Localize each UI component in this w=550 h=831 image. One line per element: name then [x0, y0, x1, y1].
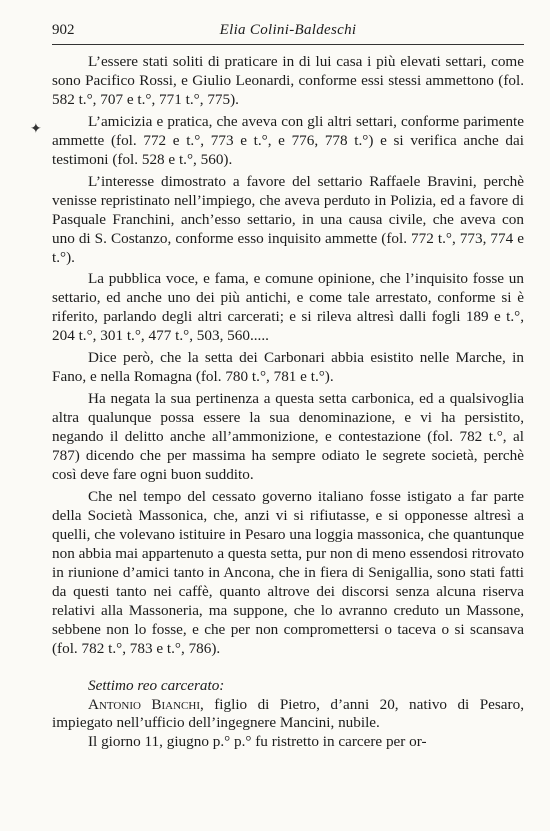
paragraph-continued: Il giorno 11, giugno p.° p.° fu ristretto in carcere per or- [88, 733, 427, 751]
defendant-name: Antonio Bianchi [88, 695, 200, 713]
section-heading: Settimo reo carcerato: [88, 676, 225, 694]
paragraph: Che nel tempo del cessato governo italiano fosse istigato a far parte della Società Massonica, che, anzi vi si rifiutasse, e si opponesse altresì a quelli, che volevano istituire in Pesaro una loggia massonica, che quantunque non abbia mai appartenuto a questa setta, pur non di meno essendosi ritrovato in riunione d’amici tanto in Ancona, che in fiera di Senigallia, sono stati fatti da questi tanto nei caffè, quanto altrove dei discorsi senza alcuna riserva relativi alla Massoneria, ma suppone, che lo avranno creduto un Massone, sebbene non lo fosse, e che per non compromettersi o taceva o si scansava (fol. 782 t.°, 783 e t.°, 786). [52, 487, 524, 657]
paragraph: L’essere stati soliti di praticare in di lui casa i più elevati settari, come sono Pacifico Rossi, e Giulio Leonardi, conforme essi stessi ammettono (fol. 582 t.°, 707 e t.°, 771 t.°, 775). [52, 53, 524, 108]
running-title: Elia Colini-Baldeschi [219, 22, 357, 38]
paragraph: Ha negata la sua pertinenza a questa setta carbonica, ed a qualsivoglia altra qualunque possa essere la sua denominazione, e vi ha persistito, negando il delitto anche all’ammonizione, e contestazione (fol. 782 t.°, al 787) dicendo che per massima ha sempre odiato le segrete società, perchè così deve fare ogni buon suddito. [52, 390, 524, 484]
header-rule [52, 44, 524, 45]
margin-annotation-mark: ✦ [30, 122, 42, 137]
paragraph: Dice però, che la setta dei Carbonari abbia esistito nelle Marche, in Fano, e nella Romagna (fol. 780 t.°, 781 e t.°). [52, 349, 524, 386]
page-header [52, 14, 524, 44]
paragraph: L’amicizia e pratica, che aveva con gli altri settari, conforme parimente ammette (fol. 772 e t.°, 773 e t.°, e 776, 778 t.°) e si verifica anche dai testimoni (fol. 528 e t.°, 560). [52, 112, 524, 168]
page-number: 902 [52, 22, 75, 38]
body-text [52, 53, 524, 752]
paragraph: La pubblica voce, e fama, e comune opinione, che l’inquisito fosse un settario, ed anche uno dei più antichi, e come tale arrestato, conforme si è riferito, parlando degli altri carcerati; e si rileva altresì dalli fogli 189 e t.°, 204 t.°, 301 t.°, 477 t.°, 503, 560..... [52, 270, 524, 345]
paragraph: L’interesse dimostrato a favore del settario Raffaele Bravini, perchè venisse repristinato nell’impiego, che aveva perduto in Polizia, ed a favore di Pasquale Franchini, anch’esso settario, in una causa civile, che aveva con uno di S. Costanzo, conforme esso inquisito ammette (fol. 772 t.°, 773, 774 e t.°). [52, 172, 524, 266]
defendant-details: , figlio di Pietro, d’anni 20, nativo di Pesaro, impiegato nell’ufficio dell’ingegnere Mancini, nubile. [52, 695, 524, 732]
paragraph-defendant [52, 696, 524, 734]
